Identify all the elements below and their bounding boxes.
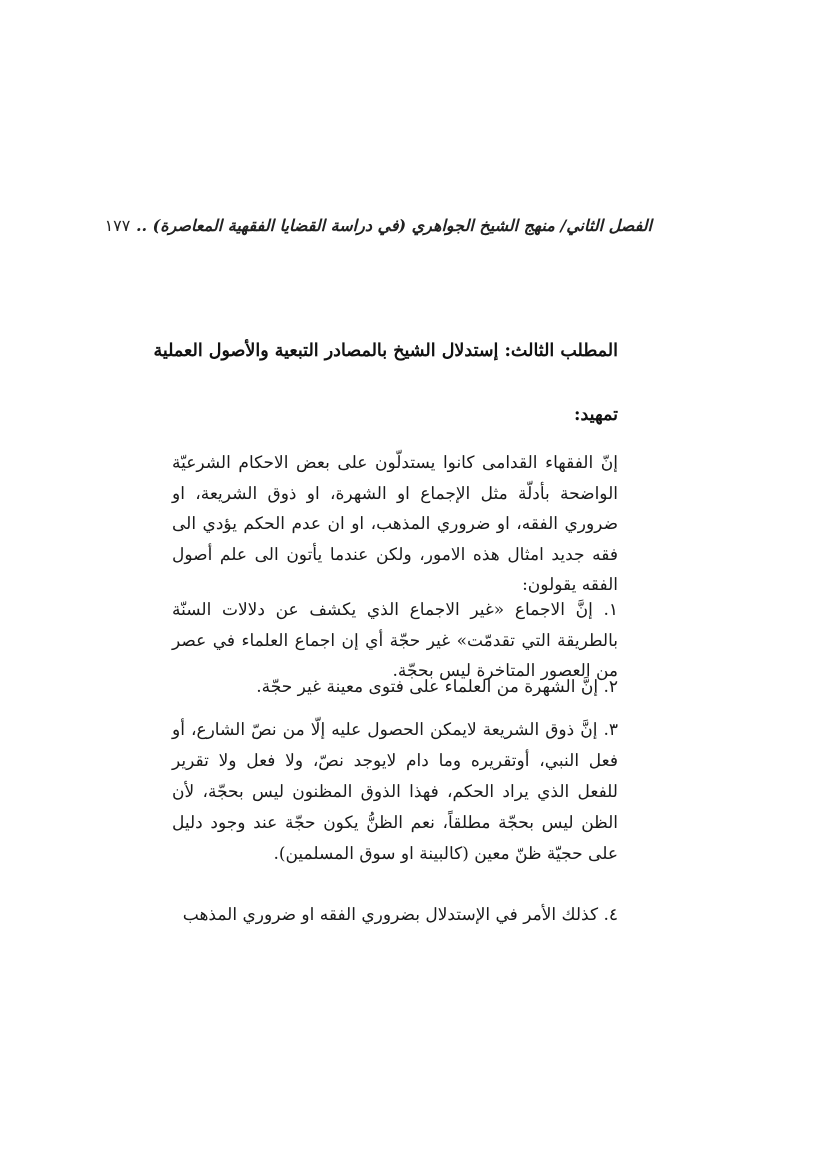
page-number: ١٧٧ (104, 216, 131, 235)
list-item-3: ٣. إنَّ ذوق الشريعة لايمكن الحصول عليه إلّا من نصّ الشارع، أو فعل النبي، أوتقريره وما دام لايوجد نصّ، ولا فعل ولا تقرير للفعل الذي يراد الحكم، فهذا الذوق المظنون ليس بحجّة، لأن الظن ليس بحجّة مطلقاً، نعم الظنُّ يكون حجّة عند وجود دليل على حجيّة ظنّ معين (كالبينة او سوق المسلمين). (172, 720, 618, 864)
section-title: المطلب الثالث: إستدلال الشيخ بالمصادر التبعية والأصول العملية (153, 341, 618, 361)
intro-paragraph: إنّ الفقهاء القدامى كانوا يستدلّون على بعض الاحكام الشرعيّة الواضحة بأدلّة مثل الإجماع او الشهرة، او ذوق الشريعة، او ضروري الفقه، او ضروري المذهب، او ان عدم الحكم يؤدي الى فقه جديد امثال هذه الامور، ولكن عندما يأتون الى علم أصول الفقه يقولون: (172, 453, 618, 595)
list-item-1: ١. إنَّ الاجماع «غير الاجماع الذي يكشف عن دلالات السنّة بالطريقة التي تقدمّت» غير حجّة أي إن اجماع العلماء في عصر من العصور المتاخرة ليس بحجّة. (172, 600, 618, 681)
intro-label: تمهيد: (574, 405, 618, 425)
running-header (104, 216, 652, 235)
list-item-4: ٤. كذلك الأمر في الإستدلال بضروري الفقه او ضروري المذهب (182, 905, 618, 925)
list-item-2: ٢. إنَّ الشهرة من العلماء على فتوى معينة غير حجّة. (256, 677, 618, 697)
running-header-title: الفصل الثاني/ منهج الشيخ الجواهري (في دراسة القضايا الفقهية المعاصرة) .. (135, 216, 652, 235)
